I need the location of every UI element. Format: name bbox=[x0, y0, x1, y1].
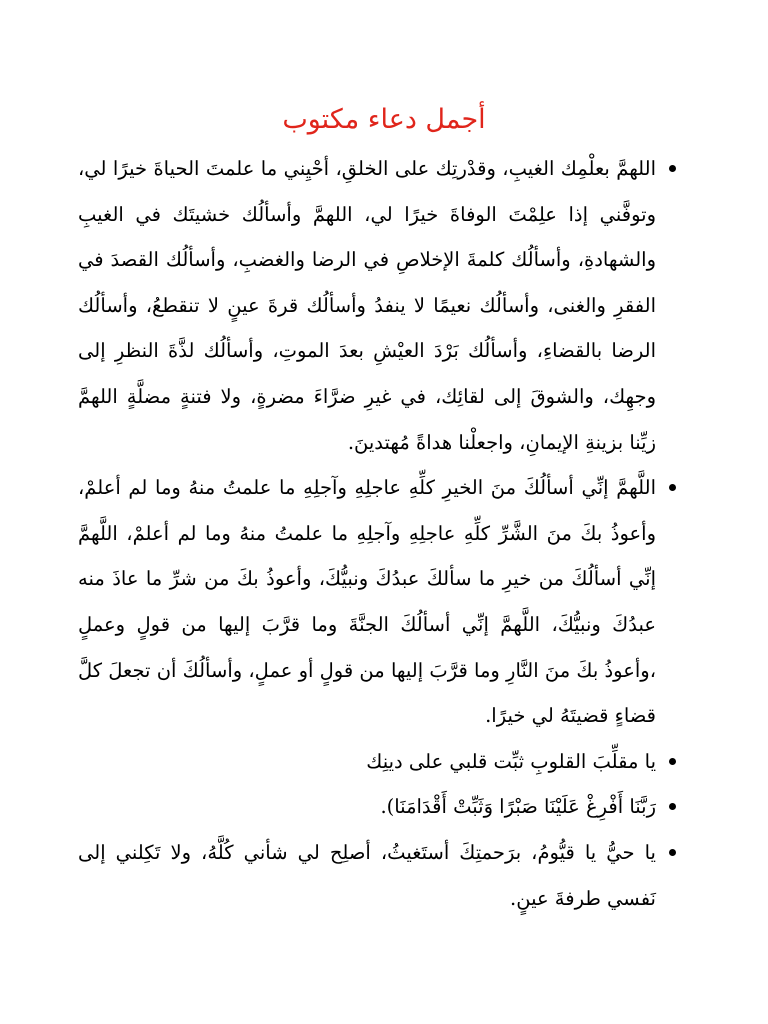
list-item bbox=[78, 146, 656, 465]
dua-text: رَبَّنَا أَفْرِغْ عَلَيْنَا صَبْرًا وَثَبِّتْ أَقْدَامَنَا). bbox=[380, 795, 656, 819]
dua-text: يا حيُّ يا قيُّومُ، برَحمتِكَ أستَغيثُ، أصلِح لي شأني كُلَّهُ، ولا تَكِلني إلى نَفسي طرفةَ عينٍ. bbox=[78, 840, 656, 910]
dua-text: اللهمَّ بعلْمِك الغيبِ، وقدْرتِك على الخلقِ، أحْيِني ما علمتَ الحياةَ خيرًا لي، وتوفَّني إذا علِمْتَ الوفاةَ خيرًا لي، اللهمَّ وأسألُك خشيتَك في الغيبِ والشهادةِ، وأسألُك كلمةَ الإخلاصِ في الرضا والغضبِ، وأسألُك القصدَ في الفقرِ والغنى، وأسألُك نعيمًا لا ينفدُ وأسألُك قرةَ عينٍ لا تنقطعُ، وأسألُك الرضا بالقضاءِ، وأسألُك بَرْدَ العيْشِ بعدَ الموتِ، وأسألُك لذَّةَ النظرِ إلى وجهِك، والشوقَ إلى لقائِك، في غيرِ ضرَّاءَ مضرةٍ، ولا فتنةٍ مضلَّةٍ اللهمَّ زيِّنا بزينةِ الإيمانِ، واجعلْنا هداةً مُهتدينَ. bbox=[78, 157, 656, 454]
list-item bbox=[78, 784, 656, 830]
page-title: أجمل دعاء مكتوب bbox=[282, 104, 486, 135]
bullet-icon bbox=[669, 484, 676, 491]
list-item bbox=[78, 739, 656, 785]
bullet-icon bbox=[669, 803, 676, 810]
dua-text: يا مقلِّبَ القلوبِ ثبِّت قلبي على دينِك bbox=[366, 749, 656, 773]
bullet-icon bbox=[669, 165, 676, 172]
dua-list bbox=[78, 146, 656, 921]
bullet-icon bbox=[669, 849, 676, 856]
list-item bbox=[78, 830, 656, 921]
bullet-icon bbox=[669, 758, 676, 765]
list-item bbox=[78, 465, 656, 739]
dua-text: اللَّهمَّ إنِّي أسألُكَ منَ الخيرِ كلِّهِ عاجلِهِ وآجلِهِ ما علمتُ منهُ وما لم أعلمْ، وأعوذُ بكَ منَ الشَّرِّ كلِّهِ عاجلِهِ وآجلِهِ ما علمتُ منهُ وما لم أعلمْ، اللَّهمَّ إنِّي أسألُكَ من خيرِ ما سألكَ عبدُكَ ونبيُّكَ، وأعوذُ بكَ من شرِّ ما عاذَ منه عبدُكَ ونبيُّكَ، اللَّهمَّ إنِّي أسألُكَ الجنَّةَ وما قرَّبَ إليها من قولٍ وعملٍ ،وأعوذُ بكَ منَ النَّارِ وما قرَّبَ إليها من قولٍ أو عملٍ، وأسألُكَ أن تجعلَ كلَّ قضاءٍ قضيتَهُ لي خيرًا. bbox=[78, 476, 656, 728]
